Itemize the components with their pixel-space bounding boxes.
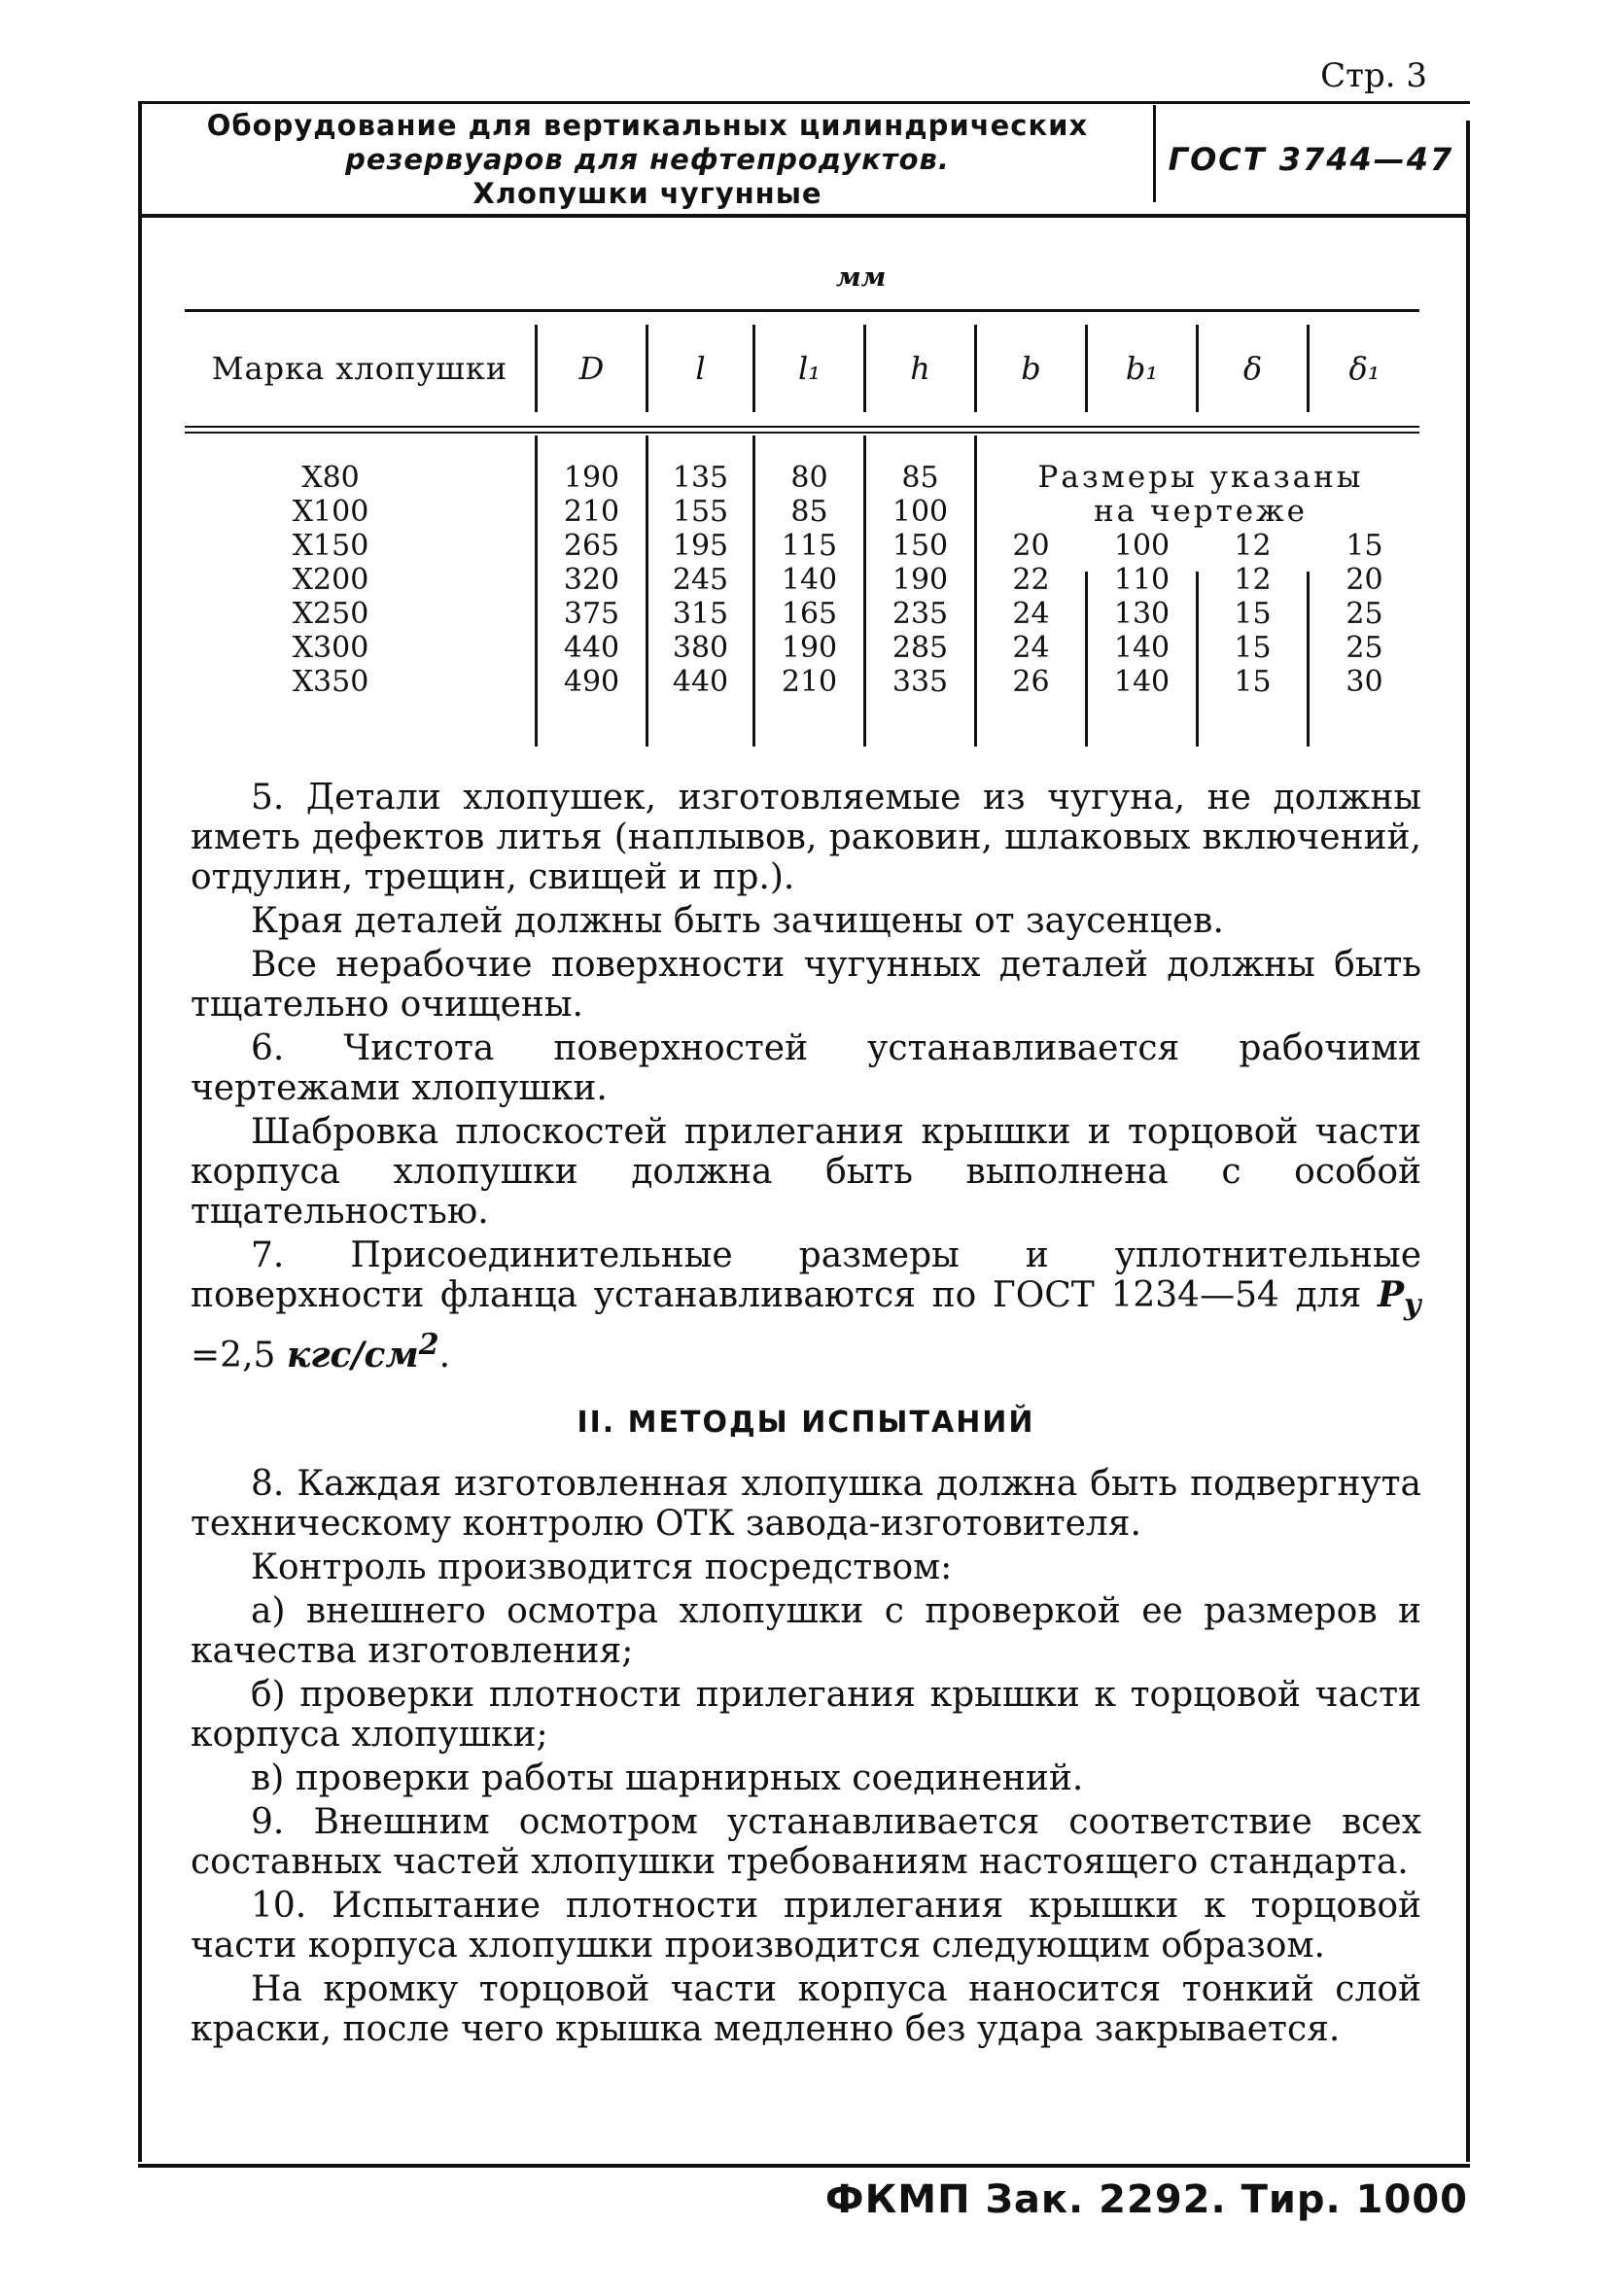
page-number: Стр. 3 <box>1320 56 1427 95</box>
col-delta <box>1199 529 1307 699</box>
table-cell: 25 <box>1346 631 1383 665</box>
header-b1: b₁ <box>1125 350 1159 387</box>
table-cell: 440 <box>672 665 729 699</box>
table-cell: 235 <box>891 597 949 631</box>
paragraph-7 <box>191 1235 1421 1375</box>
table-cell: 110 <box>1113 563 1171 597</box>
header-title <box>142 105 1153 214</box>
table-cell: 85 <box>901 461 939 495</box>
col-marks <box>243 461 418 699</box>
table-cell: 335 <box>891 665 949 699</box>
table-cell: 190 <box>563 461 620 495</box>
paragraph-10b: На кромку торцовой части корпуса наносится тонкий слой краски, после чего крышка медленно без удара закрывается. <box>191 1969 1421 2050</box>
paragraph-8c: а) внешнего осмотра хлопушки с проверкой ее размеров и качества изготовления; <box>191 1591 1421 1672</box>
col-b <box>977 529 1085 699</box>
table-cell: 190 <box>781 631 838 665</box>
header-h: h <box>910 350 930 387</box>
document-body <box>191 778 1421 2053</box>
paragraph-8b: Контроль производится посредством: <box>251 1548 953 1588</box>
table-cell: 12 <box>1234 529 1272 563</box>
table-cell: X80 <box>301 461 360 495</box>
table-cell: 20 <box>1012 529 1050 563</box>
header-l1: l₁ <box>797 350 821 387</box>
paragraph-8d: б) проверки плотности прилегания крышки к торцовой части корпуса хлопушки; <box>191 1675 1421 1756</box>
formula-unit-text: кгс/см <box>286 1335 419 1376</box>
paragraph-10: 10. Испытание плотности прилегания крышки к торцовой части корпуса хлопушки производится следующим образом. <box>191 1886 1421 1966</box>
table-cell: 30 <box>1346 665 1383 699</box>
table-cell: X200 <box>292 563 369 597</box>
formula-subscript: у <box>1404 1288 1421 1323</box>
header-b: b <box>1021 350 1041 387</box>
header-bottom-rule <box>142 214 1470 218</box>
table-cell: 100 <box>891 495 949 529</box>
frame-bottom-rule <box>138 2164 1470 2168</box>
gost-number: ГОСТ 3744—47 <box>1168 141 1454 178</box>
table-cell: 15 <box>1234 665 1272 699</box>
header-title-line3: Хлопушки чугунные <box>472 176 822 210</box>
table-cell: 135 <box>672 461 729 495</box>
formula-value: =2,5 <box>191 1336 287 1376</box>
col-b1 <box>1088 529 1196 699</box>
table-cell: X300 <box>292 631 369 665</box>
table-cell: 155 <box>672 495 729 529</box>
document-header <box>142 105 1466 214</box>
formula-power: 2 <box>418 1328 439 1363</box>
table-cell: 140 <box>781 563 838 597</box>
table-cell: 265 <box>563 529 620 563</box>
pressure-formula <box>1377 1274 1421 1323</box>
table-cell: 130 <box>1113 597 1171 631</box>
table-note-line2: на чертеже <box>1093 494 1309 529</box>
table-cell: 15 <box>1234 631 1272 665</box>
col-D <box>538 461 646 699</box>
header-l: l <box>695 350 706 387</box>
table-cell: 195 <box>672 529 729 563</box>
table-cell: X100 <box>292 495 369 529</box>
table-cell: 490 <box>563 665 620 699</box>
table-unit: мм <box>836 262 887 293</box>
paragraph-9: 9. Внешним осмотром устанавливается соответствие всех составных частей хлопушки требованиям настоящего стандарта. <box>191 1802 1421 1883</box>
section-title: II. МЕТОДЫ ИСПЫТАНИЙ <box>577 1406 1035 1441</box>
table-cell: 210 <box>781 665 838 699</box>
table-note-line1: Размеры указаны <box>1037 460 1364 495</box>
header-title-line2: резервуаров для нефтепродуктов. <box>345 142 950 176</box>
formula-unit <box>286 1328 439 1376</box>
table-cell: 15 <box>1234 597 1272 631</box>
table-cell: X250 <box>292 597 369 631</box>
table-cell: 24 <box>1012 597 1050 631</box>
paragraph-5b: Края деталей должны быть зачищены от заусенцев. <box>251 901 1224 941</box>
header-delta1: δ₁ <box>1348 350 1381 387</box>
paragraph-8e: в) проверки работы шарнирных соединений. <box>251 1758 1084 1799</box>
table-cell: 24 <box>1012 631 1050 665</box>
table-cell: 115 <box>781 529 838 563</box>
table-cell: 285 <box>891 631 949 665</box>
table-cell: 85 <box>790 495 828 529</box>
table-cell: 320 <box>563 563 620 597</box>
col-h <box>866 461 974 699</box>
table-cell: 20 <box>1346 563 1383 597</box>
frame-left-rule <box>138 101 142 2162</box>
header-mark: Марка хлопушки <box>211 350 508 387</box>
header-title-line1: Оборудование для вертикальных цилиндрических <box>206 108 1089 142</box>
print-footer: ФКМП Зак. 2292. Тир. 1000 <box>824 2177 1468 2222</box>
table-cell: 100 <box>1113 529 1171 563</box>
frame-right-rule <box>1466 121 1470 2162</box>
table-cell: 25 <box>1346 597 1383 631</box>
frame-top-rule <box>138 101 1470 104</box>
table-cell: 26 <box>1012 665 1050 699</box>
col-l <box>648 461 752 699</box>
header-D: D <box>578 350 605 387</box>
header-delta: δ <box>1242 350 1263 387</box>
table-cell: X150 <box>292 529 369 563</box>
table-cell: 12 <box>1234 563 1272 597</box>
table-header-rule-2 <box>185 432 1419 434</box>
table-cell: 165 <box>781 597 838 631</box>
table-cell: 15 <box>1346 529 1383 563</box>
table-cell: 380 <box>672 631 729 665</box>
paragraph-5c: Все нерабочие поверхности чугунных деталей должны быть тщательно очищены. <box>191 945 1421 1025</box>
table-cell: 140 <box>1113 631 1171 665</box>
paragraph-7-text: 7. Присоединительные размеры и уплотнительные поверхности фланца устанавливаются по ГОСТ 1234—54 для <box>191 1235 1421 1315</box>
table-cell: 210 <box>563 495 620 529</box>
table-cell: 440 <box>563 631 620 665</box>
paragraph-6b: Шабровка плоскостей прилегания крышки и торцовой части корпуса хлопушки должна быть выполнена с особой тщательностью. <box>191 1112 1421 1232</box>
table-cell: 190 <box>891 563 949 597</box>
paragraph-5: 5. Детали хлопушек, изготовляемые из чугуна, не должны иметь дефектов литья (наплывов, раковин, шлаковых включений, отдулин, трещин, свищей и пр.). <box>191 778 1421 897</box>
table-cell: 150 <box>891 529 949 563</box>
table-cell: 245 <box>672 563 729 597</box>
paragraph-8: 8. Каждая изготовленная хлопушка должна быть подвергнута техническому контролю ОТК завода-изготовителя. <box>191 1464 1421 1545</box>
table-cell: 80 <box>790 461 828 495</box>
table-cell: 22 <box>1012 563 1050 597</box>
table-top-rule <box>185 309 1419 312</box>
table-cell: X350 <box>292 665 369 699</box>
paragraph-7-end: . <box>438 1336 451 1376</box>
table-note <box>982 461 1419 529</box>
table-cell: 140 <box>1113 665 1171 699</box>
table-cell: 315 <box>672 597 729 631</box>
paragraph-6: 6. Чистота поверхностей устанавливается рабочими чертежами хлопушки. <box>191 1028 1421 1108</box>
table-header-rule-1 <box>185 426 1419 428</box>
table-cell: 375 <box>563 597 620 631</box>
col-l1 <box>755 461 863 699</box>
dimensions-table <box>185 309 1419 747</box>
col-delta1 <box>1310 529 1419 699</box>
formula-symbol: P <box>1377 1274 1405 1315</box>
